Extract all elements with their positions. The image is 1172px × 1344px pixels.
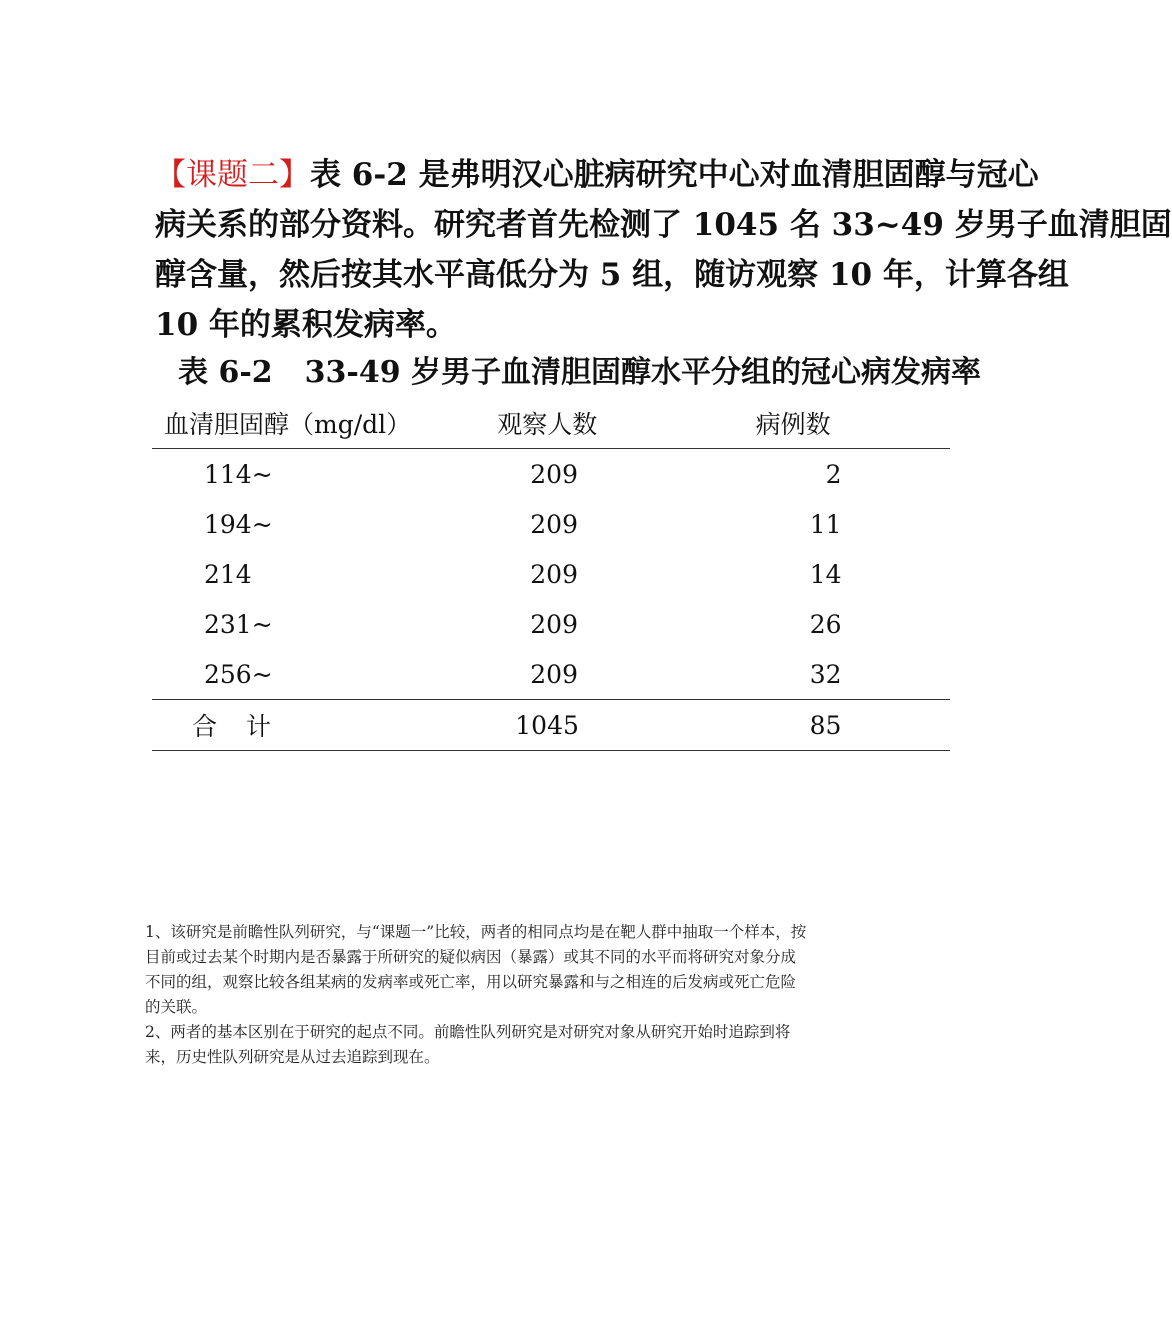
cell-observed-count: 209 xyxy=(530,659,578,689)
cell-observed-count: 209 xyxy=(530,559,578,589)
header-cholesterol: 血清胆固醇（mg/dl） xyxy=(164,410,412,439)
header-case-count: 病例数 xyxy=(755,410,831,439)
cell-case-count xyxy=(720,599,950,649)
table-row xyxy=(152,499,950,549)
table-title-text: 33-49 岁男子血清胆固醇水平分组的冠心病发病率 xyxy=(304,355,982,390)
cell-cholesterol-level: 231~ xyxy=(204,609,273,639)
cell-cholesterol-level: 114~ xyxy=(204,459,273,489)
intro-line-3: 醇含量，然后按其水平高低分为 5 组，随访观察 10 年，计算各组 xyxy=(155,257,1069,293)
cell-cholesterol-level: 194~ xyxy=(204,509,273,539)
cell-case-count xyxy=(720,449,950,500)
table-header-row xyxy=(152,398,950,449)
cell-observed-count: 209 xyxy=(530,459,578,489)
cell-case-count xyxy=(720,649,950,700)
answer-paragraph-1: 1、该研究是前瞻性队列研究，与“课题一”比较，两者的相同点均是在靶人群中抽取一个样本，按目前或过去某个时期内是否暴露于所研究的疑似病因（暴露）或其不同的水平而将研究对象分成不同的组，观察比较各组某病的发病率或死亡率，用以研究暴露和与之相连的后发病或死亡危险的关联。 xyxy=(145,923,807,1016)
intro-line-1 xyxy=(155,150,1039,200)
table-row xyxy=(152,599,950,649)
cell-cholesterol-level: 256~ xyxy=(204,659,273,689)
answer-paragraph-2: 2、两者的基本区别在于研究的起点不同。前瞻性队列研究是对研究对象从研究开始时追踪到将来，历史性队列研究是从过去追踪到现在。 xyxy=(145,1023,791,1066)
intro-line-4: 10 年的累积发病率。 xyxy=(155,307,457,343)
case-count-value: 14 xyxy=(809,559,842,589)
intro-line-2: 病关系的部分资料。研究者首先检测了 1045 名 33~49 岁男子血清胆固 xyxy=(155,207,1172,243)
cell-total-label: 合 计 xyxy=(192,712,274,741)
table-title-number: 表 6-2 xyxy=(178,355,273,390)
case-count-value: 32 xyxy=(809,659,842,689)
case-count-value: 2 xyxy=(825,459,842,489)
cell-case-count xyxy=(720,549,950,599)
cell-total-cases: 85 xyxy=(809,710,842,740)
cell-cholesterol-level: 214 xyxy=(204,559,252,589)
intro-line-1-text: 表 6-2 是弗明汉心脏病研究中心对血清胆固醇与冠心 xyxy=(310,157,1039,193)
cell-case-count xyxy=(720,499,950,549)
cell-total-observed: 1045 xyxy=(515,710,579,740)
table-total-row xyxy=(152,700,950,751)
table-row xyxy=(152,649,950,700)
table-title xyxy=(178,350,982,396)
header-observed-count: 观察人数 xyxy=(497,410,598,439)
cholesterol-table xyxy=(152,398,950,751)
case-count-value: 11 xyxy=(809,509,842,539)
answer-section xyxy=(145,920,810,1070)
cell-observed-count: 209 xyxy=(530,609,578,639)
table-row xyxy=(152,449,950,500)
cell-observed-count: 209 xyxy=(530,509,578,539)
table-row xyxy=(152,549,950,599)
case-count-value: 26 xyxy=(809,609,842,639)
topic-tag: 【课题二】 xyxy=(155,157,310,193)
intro-paragraph xyxy=(155,150,1172,350)
